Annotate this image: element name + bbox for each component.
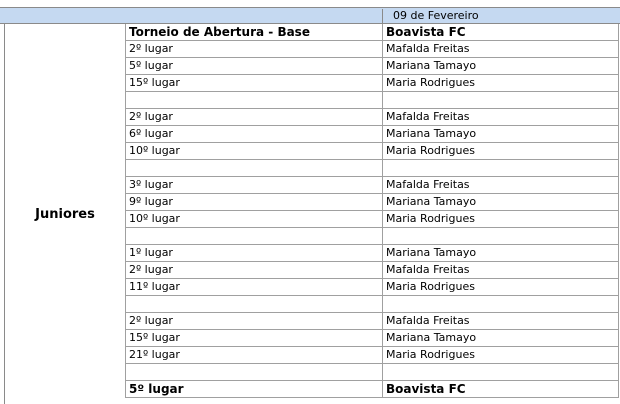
athlete-cell[interactable] xyxy=(382,160,619,176)
table-row xyxy=(125,364,619,381)
placement-cell[interactable]: 2º lugar xyxy=(125,41,382,57)
athlete-cell[interactable]: Mariana Tamayo xyxy=(382,245,619,261)
placement-cell[interactable]: Torneio de Abertura - Base xyxy=(125,24,382,40)
table-row xyxy=(125,194,619,211)
table-row xyxy=(125,296,619,313)
table-row xyxy=(125,160,619,177)
table-row xyxy=(125,75,619,92)
table-row xyxy=(125,313,619,330)
date-header-cell[interactable]: 09 de Fevereiro xyxy=(382,9,618,23)
placement-cell[interactable]: 1º lugar xyxy=(125,245,382,261)
athlete-cell[interactable] xyxy=(382,364,619,380)
placement-cell[interactable]: 9º lugar xyxy=(125,194,382,210)
table-row xyxy=(125,228,619,245)
placement-cell[interactable]: 10º lugar xyxy=(125,143,382,159)
placement-cell[interactable]: 2º lugar xyxy=(125,262,382,278)
results-grid xyxy=(125,24,619,398)
athlete-cell[interactable]: Mariana Tamayo xyxy=(382,126,619,142)
placement-cell[interactable]: 6º lugar xyxy=(125,126,382,142)
placement-cell[interactable]: 5º lugar xyxy=(125,58,382,74)
table-row xyxy=(125,330,619,347)
placement-cell[interactable] xyxy=(125,296,382,312)
table-row xyxy=(125,92,619,109)
athlete-cell[interactable]: Boavista FC xyxy=(382,24,619,40)
table-row xyxy=(125,24,619,41)
table-row xyxy=(125,279,619,296)
athlete-cell[interactable] xyxy=(382,228,619,244)
table-row xyxy=(125,245,619,262)
placement-cell[interactable] xyxy=(125,160,382,176)
table-row xyxy=(125,347,619,364)
athlete-cell[interactable]: Mafalda Freitas xyxy=(382,313,619,329)
table-row xyxy=(125,41,619,58)
athlete-cell[interactable]: Mariana Tamayo xyxy=(382,330,619,346)
table-row xyxy=(125,262,619,279)
athlete-cell[interactable]: Mafalda Freitas xyxy=(382,109,619,125)
table-row xyxy=(125,58,619,75)
athlete-cell[interactable]: Mariana Tamayo xyxy=(382,58,619,74)
placement-cell[interactable]: 2º lugar xyxy=(125,313,382,329)
table-row xyxy=(125,381,619,398)
placement-cell[interactable]: 5º lugar xyxy=(125,381,382,397)
placement-cell[interactable]: 10º lugar xyxy=(125,211,382,227)
athlete-cell[interactable]: Mariana Tamayo xyxy=(382,194,619,210)
placement-cell[interactable]: 3º lugar xyxy=(125,177,382,193)
table-row xyxy=(125,211,619,228)
placement-cell[interactable]: 15º lugar xyxy=(125,330,382,346)
athlete-cell[interactable]: Maria Rodrigues xyxy=(382,143,619,159)
athlete-cell[interactable] xyxy=(382,296,619,312)
placement-cell[interactable] xyxy=(125,92,382,108)
table-row xyxy=(125,126,619,143)
athlete-cell[interactable]: Mafalda Freitas xyxy=(382,177,619,193)
athlete-cell[interactable]: Mafalda Freitas xyxy=(382,262,619,278)
placement-cell[interactable]: 11º lugar xyxy=(125,279,382,295)
placement-cell[interactable]: 2º lugar xyxy=(125,109,382,125)
table-row xyxy=(125,143,619,160)
placement-cell[interactable] xyxy=(125,228,382,244)
table-row xyxy=(125,109,619,126)
category-cell[interactable]: Juniores xyxy=(35,206,95,222)
placement-cell[interactable] xyxy=(125,364,382,380)
athlete-cell[interactable]: Boavista FC xyxy=(382,381,619,397)
athlete-cell[interactable]: Maria Rodrigues xyxy=(382,347,619,363)
table-row xyxy=(125,177,619,194)
date-header-row xyxy=(0,7,620,24)
athlete-cell[interactable]: Mafalda Freitas xyxy=(382,41,619,57)
placement-cell[interactable]: 21º lugar xyxy=(125,347,382,363)
athlete-cell[interactable] xyxy=(382,92,619,108)
athlete-cell[interactable]: Maria Rodrigues xyxy=(382,211,619,227)
placement-cell[interactable]: 15º lugar xyxy=(125,75,382,91)
athlete-cell[interactable]: Maria Rodrigues xyxy=(382,279,619,295)
athlete-cell[interactable]: Maria Rodrigues xyxy=(382,75,619,91)
